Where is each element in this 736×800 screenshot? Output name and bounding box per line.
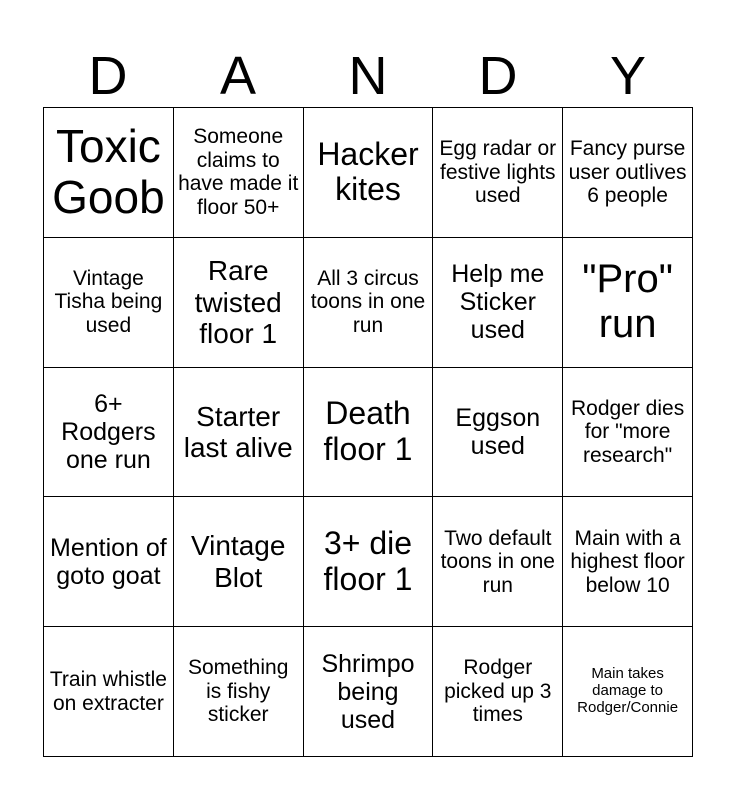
bingo-cell[interactable]: Toxic Goob [44,108,174,238]
header-letter-d2: D [478,46,518,106]
bingo-cell[interactable]: All 3 circus toons in one run [303,237,433,367]
bingo-cell[interactable]: Eggson used [433,367,563,497]
bingo-cell[interactable]: Shrimpo being used [303,627,433,757]
board-row-2 [44,237,693,367]
bingo-board [43,107,693,757]
bingo-cell[interactable]: "Pro" run [563,237,693,367]
bingo-cell[interactable]: Death floor 1 [303,367,433,497]
header-row [43,46,693,106]
bingo-cell[interactable]: 6+ Rodgers one run [44,367,174,497]
bingo-cell[interactable]: Main takes damage to Rodger/Connie [563,627,693,757]
bingo-cell[interactable]: Starter last alive [173,367,303,497]
header-letter-d1: D [88,46,128,106]
board-row-5 [44,627,693,757]
bingo-cell[interactable]: Rodger dies for "more research" [563,367,693,497]
bingo-cell[interactable]: Mention of goto goat [44,497,174,627]
bingo-cell[interactable]: Help me Sticker used [433,237,563,367]
bingo-cell[interactable]: Something is fishy sticker [173,627,303,757]
board-row-3 [44,367,693,497]
board-row-4 [44,497,693,627]
bingo-cell[interactable]: Fancy purse user outlives 6 people [563,108,693,238]
bingo-cell[interactable]: 3+ die floor 1 [303,497,433,627]
bingo-cell[interactable]: Rare twisted floor 1 [173,237,303,367]
bingo-cell[interactable]: Rodger picked up 3 times [433,627,563,757]
bingo-cell[interactable]: Vintage Tisha being used [44,237,174,367]
board-row-1 [44,108,693,238]
header-letter-a: A [219,46,257,106]
bingo-cell[interactable]: Vintage Blot [173,497,303,627]
bingo-cell[interactable]: Two default toons in one run [433,497,563,627]
bingo-cell[interactable]: Hacker kites [303,108,433,238]
bingo-cell[interactable]: Main with a highest floor below 10 [563,497,693,627]
bingo-cell[interactable]: Egg radar or festive lights used [433,108,563,238]
header-letter-y: Y [609,46,647,106]
header-letter-n: N [348,46,388,106]
bingo-cell[interactable]: Someone claims to have made it floor 50+ [173,108,303,238]
bingo-cell[interactable]: Train whistle on extracter [44,627,174,757]
